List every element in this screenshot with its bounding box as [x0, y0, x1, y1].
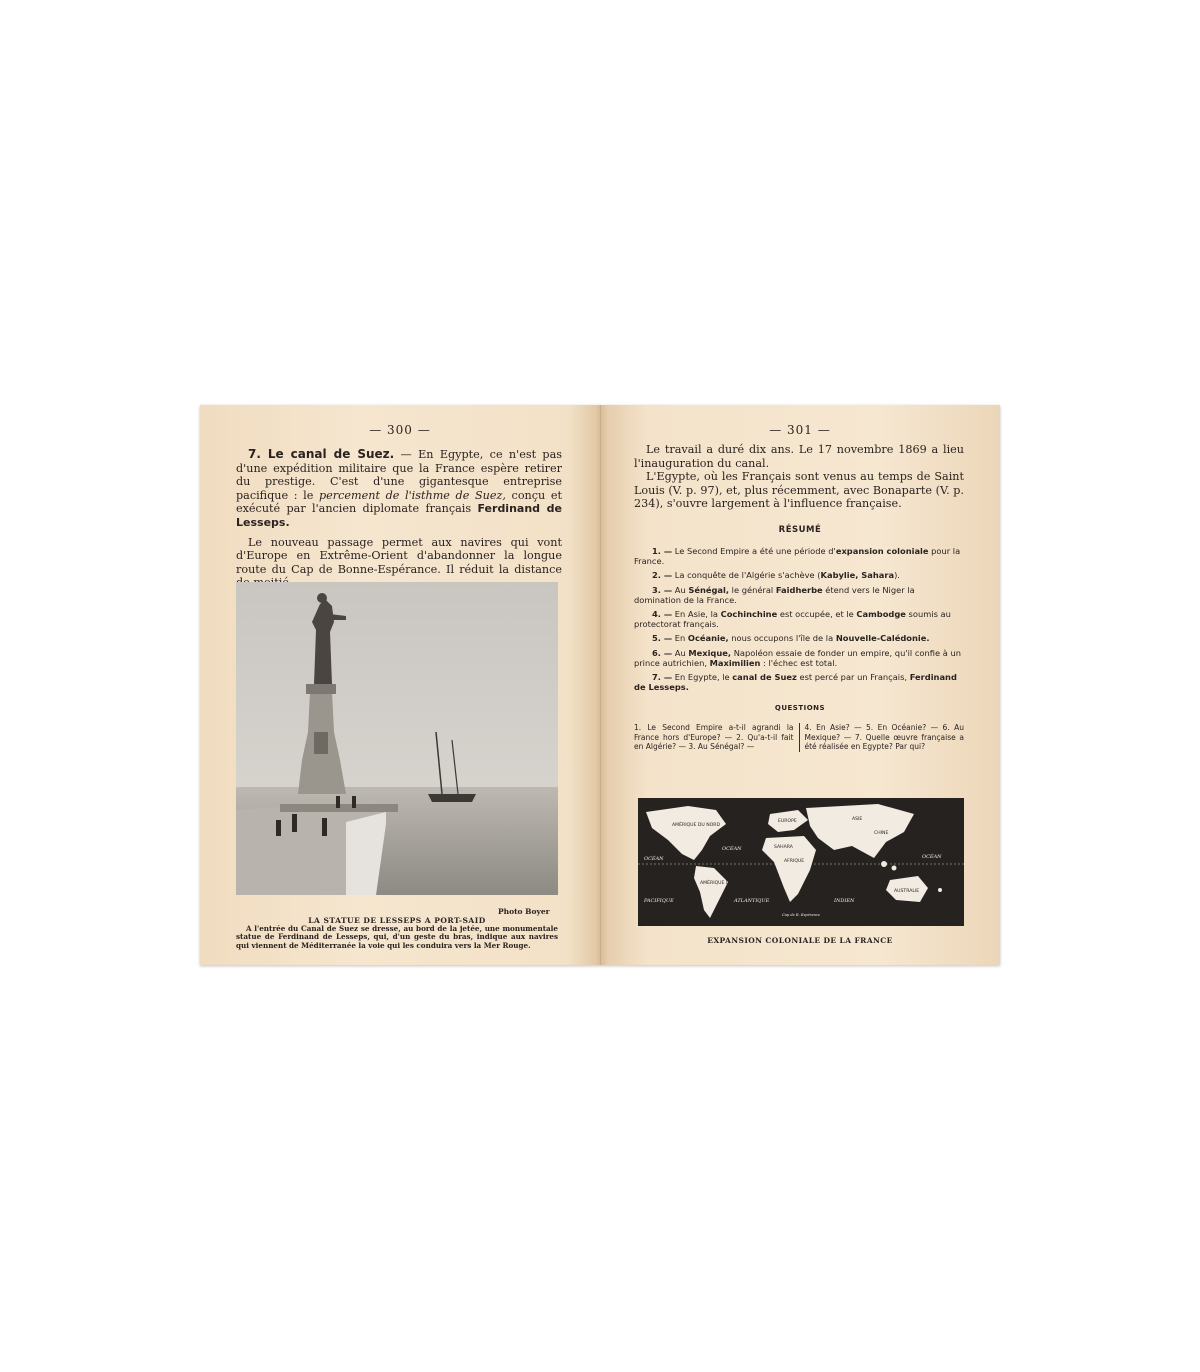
paragraph-suez-intro: [236, 448, 562, 530]
resume-text: Au: [672, 584, 689, 595]
resume-item-7: [634, 672, 964, 692]
map-label-ocean-right: OCÉAN: [922, 854, 942, 860]
resume-text: soumis au protectorat français.: [634, 609, 951, 630]
bold-name: Ferdinand de Lesseps.: [236, 502, 562, 529]
resume-bold: Sénégal,: [688, 584, 730, 595]
resume-text: le général: [729, 584, 776, 595]
resume-bold: Kabylie, Sahara: [820, 570, 895, 581]
statue-photo-illustration: [236, 582, 558, 895]
resume-num: 6. —: [652, 647, 673, 658]
resume-text: ).: [894, 570, 900, 581]
paragraph-text: — En Egypte, ce n'est pas d'une expédition militaire que la France espère retirer du prestige. C'est d'une gigantesque entreprise pacifique : le: [236, 448, 562, 502]
resume-bold: Maximilien: [709, 657, 761, 668]
map-label-ocean-left: OCÉAN: [644, 856, 664, 862]
map-caption: EXPANSION COLONIALE DE LA FRANCE: [707, 936, 893, 945]
resume-text: étend vers le Niger la domination de la France.: [634, 584, 915, 605]
map-label-sahara: SAHARA: [774, 845, 793, 850]
resume-item-3: [634, 585, 964, 605]
resume-text: pour la France.: [634, 546, 961, 567]
resume-bold: Faidherbe: [775, 584, 823, 595]
open-book: [200, 405, 1000, 965]
resume-title: RÉSUMÉ: [778, 525, 822, 535]
section-heading: 7. Le canal de Suez.: [248, 447, 395, 461]
questions-block: [634, 723, 964, 752]
resume-bold: Cochinchine: [720, 609, 778, 620]
resume-text: Au: [672, 647, 689, 658]
map-label-amerique-sud: AMÉRIQUE DU SUD: [700, 881, 745, 886]
resume-item-4: [634, 609, 964, 629]
resume-item-6: [634, 648, 964, 668]
resume-text: En: [672, 633, 688, 644]
map-label-indien: INDIEN: [834, 898, 855, 904]
map-label-europe: EUROPE: [778, 819, 797, 824]
questions-left-column: 1. Le Second Empire a-t-il agrandi la France hors d'Europe? — 2. Qu'a-t-il fait en Algérie? — 3. Au Sénégal? —: [634, 723, 794, 752]
map-label-afrique: AFRIQUE: [784, 859, 805, 864]
resume-bold: Ferdinand de Lesseps.: [634, 672, 957, 693]
map-label-cap: Cap de B. Espérance: [782, 913, 821, 917]
resume-text: La conquête de l'Algérie s'achève (: [672, 570, 821, 581]
questions-divider: [799, 723, 800, 752]
caption-body: A l'entrée du Canal de Suez se dresse, au bord de la jetée, une monumentale statue de Ferdinand de Lesseps, qui, d'un geste du bras, indique aux navires qui viennent de Méditerranée la voie qui les conduira vers la Mer Rouge.: [236, 924, 558, 950]
resume-list: [634, 546, 964, 696]
resume-text: En Egypte, le: [672, 672, 733, 683]
map-label-chine: CHINE: [874, 831, 889, 836]
paragraph-text: conçu et exécuté par l'ancien diplomate français: [236, 488, 562, 516]
resume-item-1: [634, 546, 964, 566]
resume-num: 1. —: [652, 546, 673, 556]
resume-item-5: [634, 633, 964, 643]
questions-right-column: 4. En Asie? — 5. En Océanie? — 6. Au Mexique? — 7. Quelle œuvre française a été réalisée en Egypte? Par qui?: [804, 723, 964, 752]
resume-num: 7. —: [652, 672, 673, 683]
right-page-text: [634, 443, 964, 511]
resume-text: est occupée, et le: [777, 609, 857, 620]
map-label-australie: AUSTRALIE: [894, 889, 920, 894]
map-label-atlantique: ATLANTIQUE: [734, 898, 770, 904]
world-map-illustration: [638, 798, 964, 926]
italic-phrase: percement de l'isthme de Suez,: [319, 488, 506, 502]
photo-caption-text: [236, 925, 558, 950]
resume-bold: Océanie,: [687, 633, 729, 644]
resume-num: 5. —: [652, 633, 673, 644]
resume-num: 4. —: [652, 609, 673, 620]
paragraph-new-passage: Le nouveau passage permet aux navires qui vont d'Europe en Extrême-Orient d'abandonner la longue route du Cap de Bonne-Espérance. Il réduit la distance: [236, 535, 562, 576]
world-map: [638, 798, 964, 926]
resume-bold: expansion coloniale: [835, 546, 929, 556]
resume-bold: Mexique,: [688, 647, 732, 658]
resume-bold: Cambodge: [856, 609, 906, 620]
resume-text: En Asie, la: [672, 609, 721, 620]
resume-text: : l'échec est total.: [760, 657, 838, 668]
paragraph-inauguration: Le travail a duré dix ans. Le 17 novembre 1869 a lieu l'inauguration du canal.: [634, 443, 964, 470]
resume-text: Le Second Empire a été une période d': [672, 546, 836, 556]
questions-title: QUESTIONS: [774, 704, 826, 712]
left-page: [200, 405, 600, 965]
map-label-pacifique: PACIFIQUE: [644, 898, 674, 904]
map-label-amerique-nord: AMÉRIQUE DU NORD: [672, 823, 721, 828]
map-label-asie: ASIE: [852, 817, 863, 822]
resume-text: est percé par un Français,: [796, 672, 910, 683]
resume-num: 3. —: [652, 584, 673, 595]
map-label-ocean-mid: OCÉAN: [722, 846, 742, 852]
resume-bold: Nouvelle-Calédonie.: [835, 633, 930, 644]
resume-text: Napoléon essaie de fonder un empire, qu'il confie à un prince autrichien,: [634, 647, 961, 668]
resume-bold: canal de Suez: [732, 672, 797, 683]
right-page: [600, 405, 1000, 965]
photo-caption-title: LA STATUE DE LESSEPS A PORT-SAID: [308, 916, 486, 925]
paragraph-egypt-influence: L'Egypte, où les Français sont venus au temps de Saint Louis (V. p. 97), et, plus récemment, avec Bonaparte (V. p. 234), s'ouvre largement à l'influence française.: [634, 470, 964, 511]
photo-lesseps-statue: [236, 582, 558, 895]
photo-credit: Photo Boyer: [498, 907, 550, 916]
left-page-text: [236, 448, 562, 590]
resume-item-2: [634, 570, 964, 580]
page-number-right: — 301 —: [769, 423, 831, 437]
resume-text: nous occupons l'île de la: [728, 633, 836, 644]
page-number-left: — 300 —: [369, 423, 431, 437]
resume-num: 2. —: [652, 570, 673, 581]
